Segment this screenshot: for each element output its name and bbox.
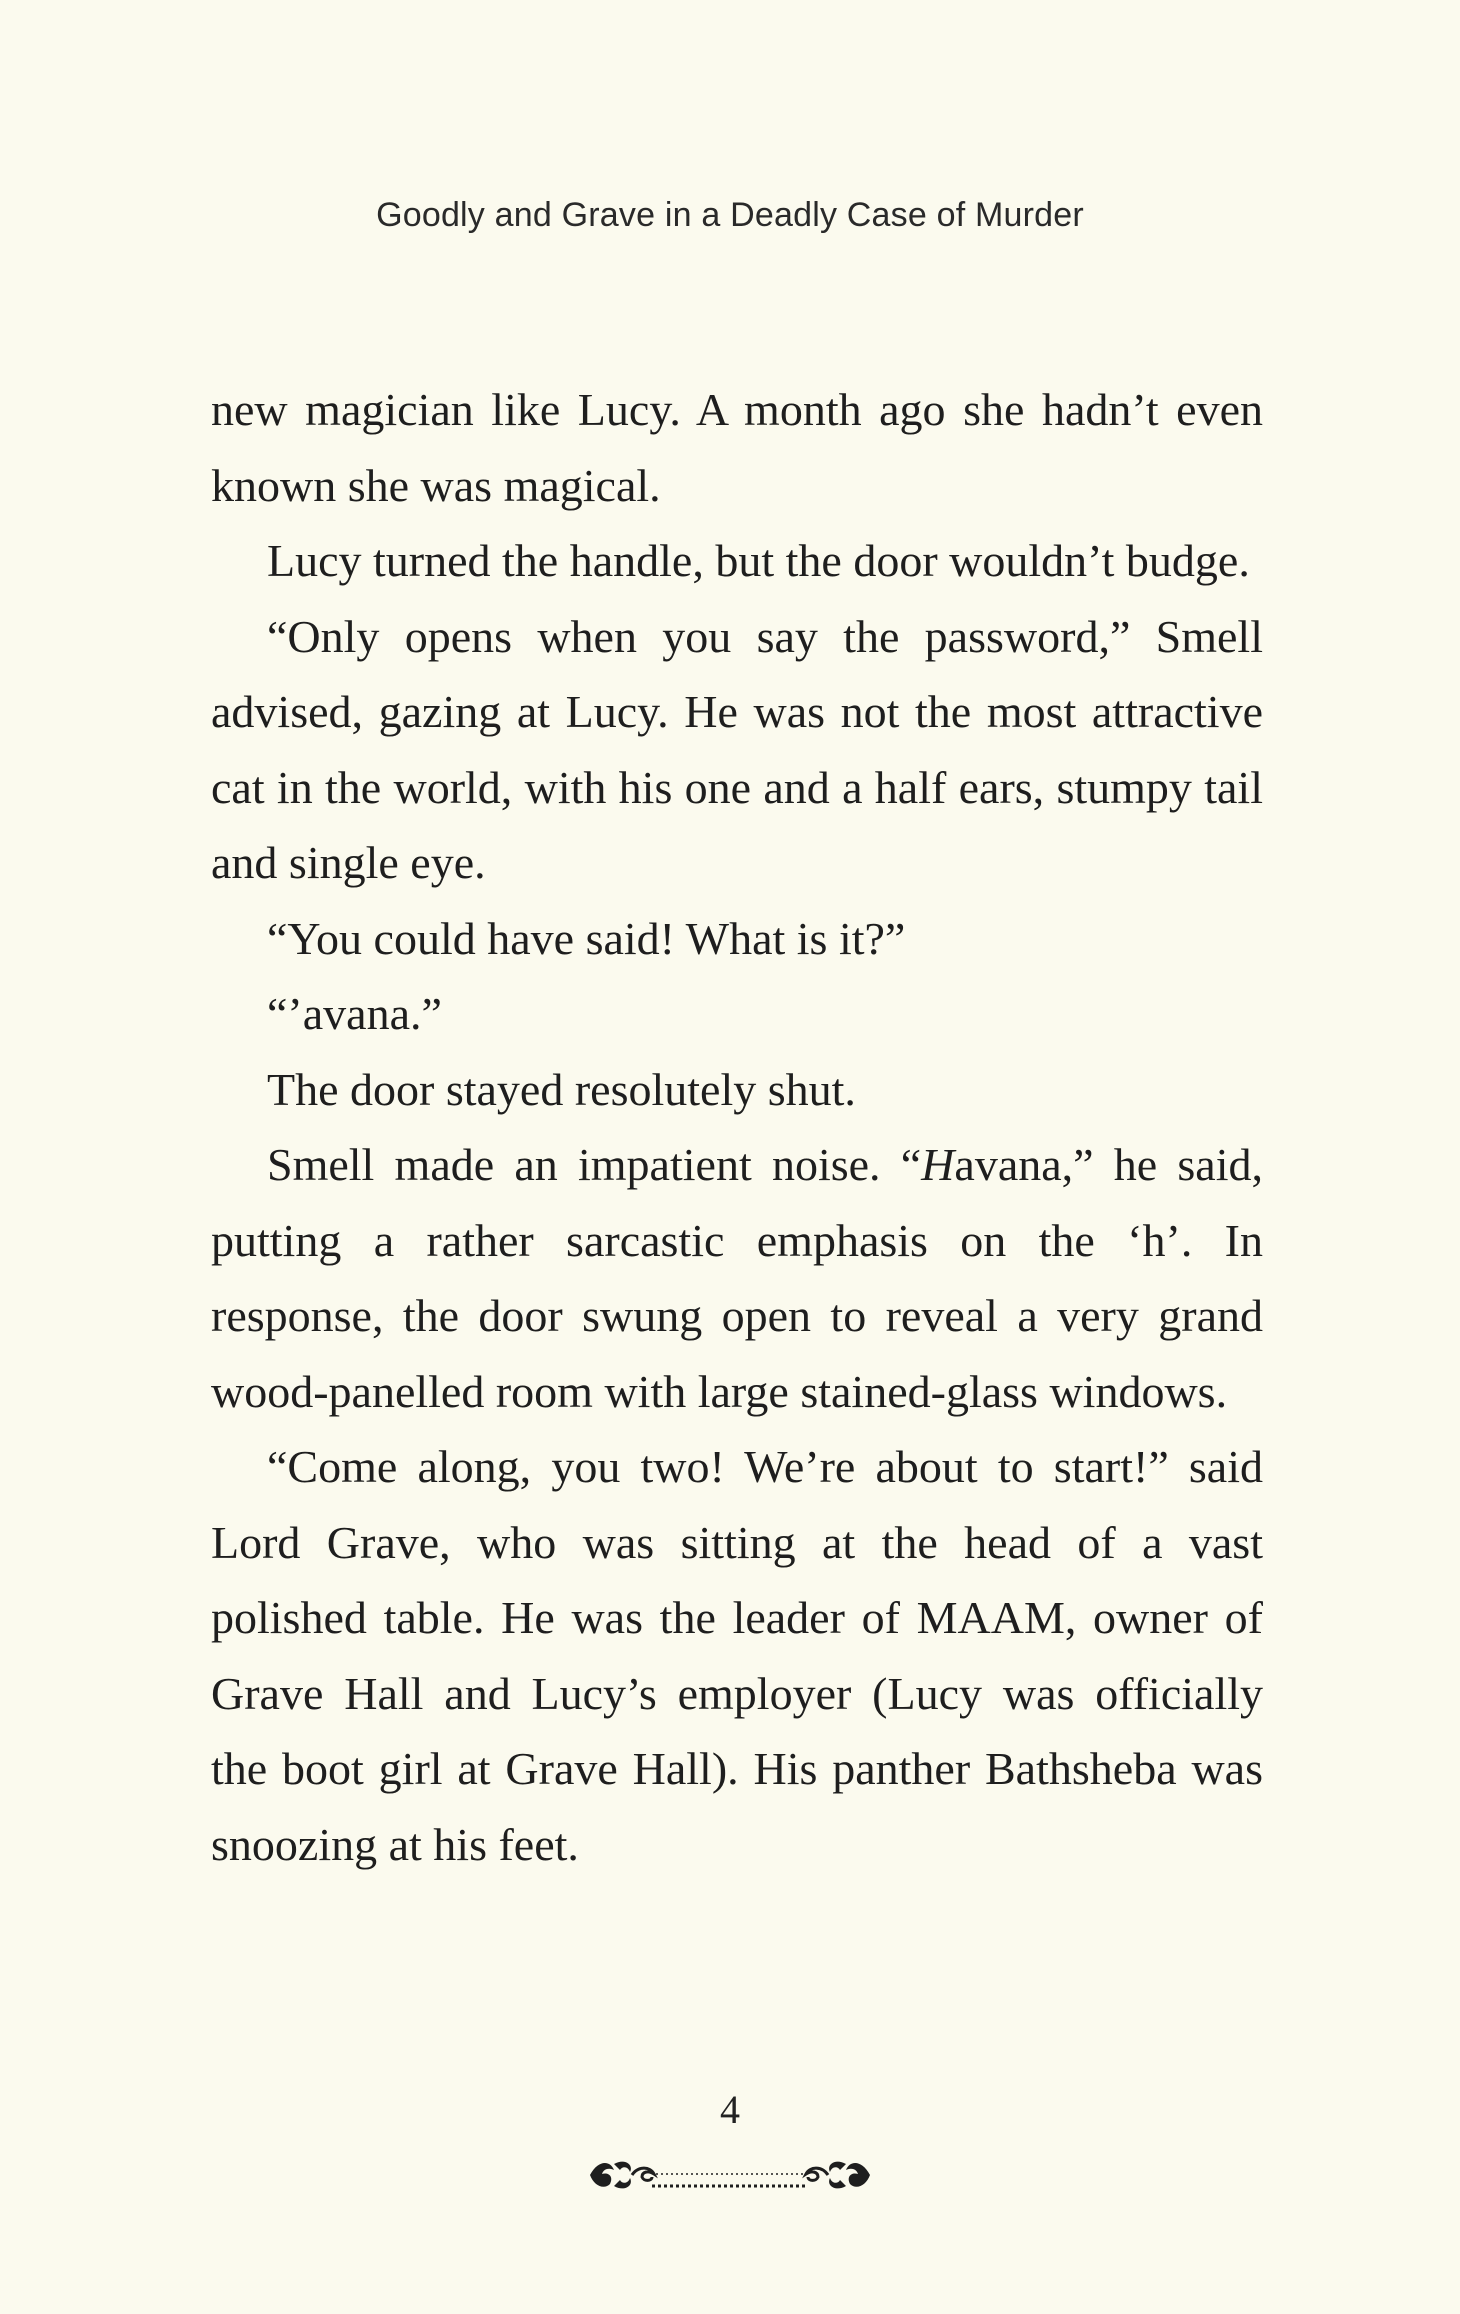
running-title: Goodly and Grave in a Deadly Case of Murder	[376, 196, 1084, 234]
emphasis-text: H	[921, 1139, 955, 1190]
paragraph: Lucy turned the handle, but the door wouldn’t budge.	[267, 535, 1250, 586]
page-text	[211, 372, 1263, 1882]
paragraph: “’avana.”	[267, 988, 442, 1039]
paragraph: “You could have said! What is it?”	[267, 912, 906, 964]
paragraph: new magician like Lucy. A month ago she hadn’t even known she was magical.	[211, 384, 1263, 511]
paragraph-rest: avana,” he said, putting a rather sarcastic emphasis on the ‘h’. In response, the door swung open to reveal a very grand wood-panelled room with large stained-glass windows.	[211, 1139, 1264, 1417]
paragraph: The door stayed resolutely shut.	[267, 1063, 856, 1115]
paragraph: “Only opens when you say the password,” Smell advised, gazing at Lucy. He was not the most attractive cat in the world, with his one and a half ears, stumpy tail and single eye.	[211, 610, 1263, 888]
paragraph	[211, 1127, 1263, 1429]
page-number: 4	[720, 2087, 740, 2132]
paragraph: “Come along, you two! We’re about to start!” said Lord Grave, who was sitting at the head of a vast polished table. He was the leader of MAAM, owner of Grave Hall and Lucy’s employer (Lucy was officially the boot girl at Grave Hall). His panther Bathsheba was snoozing at his feet.	[211, 1441, 1263, 1870]
ornament-divider-icon	[580, 2150, 880, 2200]
paragraph-start: Smell made an impatient noise. “	[267, 1139, 922, 1190]
